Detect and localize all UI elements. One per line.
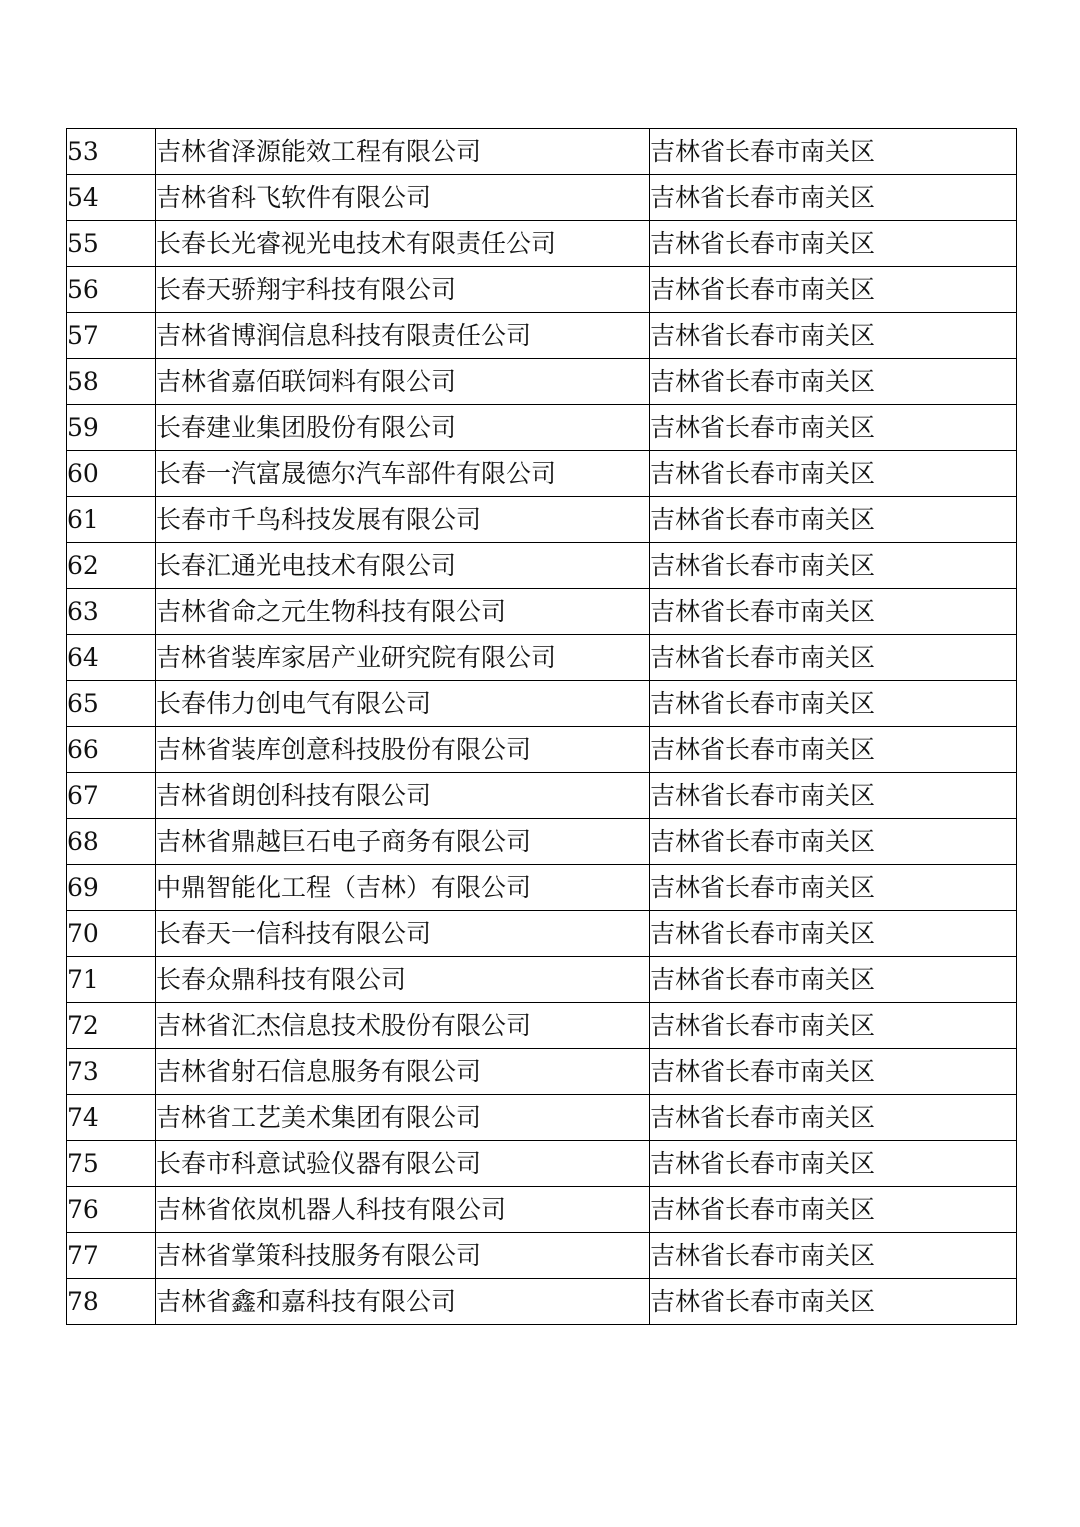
row-number-cell: 68 bbox=[67, 819, 156, 865]
row-number-cell: 56 bbox=[67, 267, 156, 313]
company-name-cell: 吉林省博润信息科技有限责任公司 bbox=[156, 313, 650, 359]
row-number-cell: 73 bbox=[67, 1049, 156, 1095]
row-number-cell: 58 bbox=[67, 359, 156, 405]
table-row bbox=[67, 589, 1017, 635]
company-name-cell: 吉林省鼎越巨石电子商务有限公司 bbox=[156, 819, 650, 865]
row-number-cell: 66 bbox=[67, 727, 156, 773]
row-number-cell: 60 bbox=[67, 451, 156, 497]
location-cell: 吉林省长春市南关区 bbox=[650, 175, 1017, 221]
table-row bbox=[67, 543, 1017, 589]
company-name-cell: 吉林省装库创意科技股份有限公司 bbox=[156, 727, 650, 773]
company-name-cell: 长春众鼎科技有限公司 bbox=[156, 957, 650, 1003]
location-cell: 吉林省长春市南关区 bbox=[650, 359, 1017, 405]
location-cell: 吉林省长春市南关区 bbox=[650, 1095, 1017, 1141]
company-name-cell: 长春一汽富晟德尔汽车部件有限公司 bbox=[156, 451, 650, 497]
table-row bbox=[67, 1095, 1017, 1141]
table-row bbox=[67, 911, 1017, 957]
company-name-cell: 吉林省射石信息服务有限公司 bbox=[156, 1049, 650, 1095]
company-name-cell: 吉林省命之元生物科技有限公司 bbox=[156, 589, 650, 635]
table-row bbox=[67, 313, 1017, 359]
table-row bbox=[67, 865, 1017, 911]
table-row bbox=[67, 681, 1017, 727]
table-row bbox=[67, 267, 1017, 313]
location-cell: 吉林省长春市南关区 bbox=[650, 313, 1017, 359]
location-cell: 吉林省长春市南关区 bbox=[650, 1049, 1017, 1095]
location-cell: 吉林省长春市南关区 bbox=[650, 221, 1017, 267]
company-name-cell: 长春市千鸟科技发展有限公司 bbox=[156, 497, 650, 543]
table-row bbox=[67, 221, 1017, 267]
company-name-cell: 吉林省掌策科技服务有限公司 bbox=[156, 1233, 650, 1279]
row-number-cell: 63 bbox=[67, 589, 156, 635]
location-cell: 吉林省长春市南关区 bbox=[650, 773, 1017, 819]
location-cell: 吉林省长春市南关区 bbox=[650, 589, 1017, 635]
location-cell: 吉林省长春市南关区 bbox=[650, 1003, 1017, 1049]
location-cell: 吉林省长春市南关区 bbox=[650, 129, 1017, 175]
company-table-body bbox=[67, 129, 1017, 1325]
table-row bbox=[67, 1279, 1017, 1325]
table-row bbox=[67, 405, 1017, 451]
row-number-cell: 74 bbox=[67, 1095, 156, 1141]
company-name-cell: 长春长光睿视光电技术有限责任公司 bbox=[156, 221, 650, 267]
location-cell: 吉林省长春市南关区 bbox=[650, 451, 1017, 497]
table-row bbox=[67, 129, 1017, 175]
row-number-cell: 64 bbox=[67, 635, 156, 681]
location-cell: 吉林省长春市南关区 bbox=[650, 1279, 1017, 1325]
row-number-cell: 78 bbox=[67, 1279, 156, 1325]
company-name-cell: 吉林省科飞软件有限公司 bbox=[156, 175, 650, 221]
location-cell: 吉林省长春市南关区 bbox=[650, 865, 1017, 911]
company-name-cell: 吉林省泽源能效工程有限公司 bbox=[156, 129, 650, 175]
company-name-cell: 长春天一信科技有限公司 bbox=[156, 911, 650, 957]
company-name-cell: 吉林省鑫和嘉科技有限公司 bbox=[156, 1279, 650, 1325]
table-row bbox=[67, 451, 1017, 497]
table-row bbox=[67, 727, 1017, 773]
company-table bbox=[66, 128, 1017, 1325]
table-row bbox=[67, 359, 1017, 405]
location-cell: 吉林省长春市南关区 bbox=[650, 1141, 1017, 1187]
location-cell: 吉林省长春市南关区 bbox=[650, 1233, 1017, 1279]
location-cell: 吉林省长春市南关区 bbox=[650, 727, 1017, 773]
company-name-cell: 长春伟力创电气有限公司 bbox=[156, 681, 650, 727]
location-cell: 吉林省长春市南关区 bbox=[650, 497, 1017, 543]
row-number-cell: 53 bbox=[67, 129, 156, 175]
location-cell: 吉林省长春市南关区 bbox=[650, 957, 1017, 1003]
row-number-cell: 65 bbox=[67, 681, 156, 727]
location-cell: 吉林省长春市南关区 bbox=[650, 911, 1017, 957]
table-row bbox=[67, 1141, 1017, 1187]
row-number-cell: 77 bbox=[67, 1233, 156, 1279]
location-cell: 吉林省长春市南关区 bbox=[650, 681, 1017, 727]
company-name-cell: 吉林省装库家居产业研究院有限公司 bbox=[156, 635, 650, 681]
row-number-cell: 69 bbox=[67, 865, 156, 911]
company-name-cell: 中鼎智能化工程（吉林）有限公司 bbox=[156, 865, 650, 911]
company-name-cell: 长春市科意试验仪器有限公司 bbox=[156, 1141, 650, 1187]
location-cell: 吉林省长春市南关区 bbox=[650, 405, 1017, 451]
location-cell: 吉林省长春市南关区 bbox=[650, 819, 1017, 865]
row-number-cell: 75 bbox=[67, 1141, 156, 1187]
row-number-cell: 71 bbox=[67, 957, 156, 1003]
row-number-cell: 70 bbox=[67, 911, 156, 957]
row-number-cell: 67 bbox=[67, 773, 156, 819]
row-number-cell: 54 bbox=[67, 175, 156, 221]
table-row bbox=[67, 1003, 1017, 1049]
company-name-cell: 吉林省嘉佰联饲料有限公司 bbox=[156, 359, 650, 405]
row-number-cell: 55 bbox=[67, 221, 156, 267]
company-name-cell: 长春建业集团股份有限公司 bbox=[156, 405, 650, 451]
company-name-cell: 长春天骄翔宇科技有限公司 bbox=[156, 267, 650, 313]
table-row bbox=[67, 497, 1017, 543]
table-row bbox=[67, 773, 1017, 819]
location-cell: 吉林省长春市南关区 bbox=[650, 267, 1017, 313]
row-number-cell: 61 bbox=[67, 497, 156, 543]
company-name-cell: 吉林省依岚机器人科技有限公司 bbox=[156, 1187, 650, 1233]
row-number-cell: 72 bbox=[67, 1003, 156, 1049]
location-cell: 吉林省长春市南关区 bbox=[650, 543, 1017, 589]
table-row bbox=[67, 957, 1017, 1003]
table-row bbox=[67, 635, 1017, 681]
table-row bbox=[67, 819, 1017, 865]
table-row bbox=[67, 1187, 1017, 1233]
location-cell: 吉林省长春市南关区 bbox=[650, 635, 1017, 681]
row-number-cell: 62 bbox=[67, 543, 156, 589]
row-number-cell: 59 bbox=[67, 405, 156, 451]
table-row bbox=[67, 175, 1017, 221]
table-row bbox=[67, 1049, 1017, 1095]
row-number-cell: 57 bbox=[67, 313, 156, 359]
company-name-cell: 长春汇通光电技术有限公司 bbox=[156, 543, 650, 589]
location-cell: 吉林省长春市南关区 bbox=[650, 1187, 1017, 1233]
company-name-cell: 吉林省工艺美术集团有限公司 bbox=[156, 1095, 650, 1141]
table-row bbox=[67, 1233, 1017, 1279]
company-name-cell: 吉林省朗创科技有限公司 bbox=[156, 773, 650, 819]
row-number-cell: 76 bbox=[67, 1187, 156, 1233]
company-name-cell: 吉林省汇杰信息技术股份有限公司 bbox=[156, 1003, 650, 1049]
